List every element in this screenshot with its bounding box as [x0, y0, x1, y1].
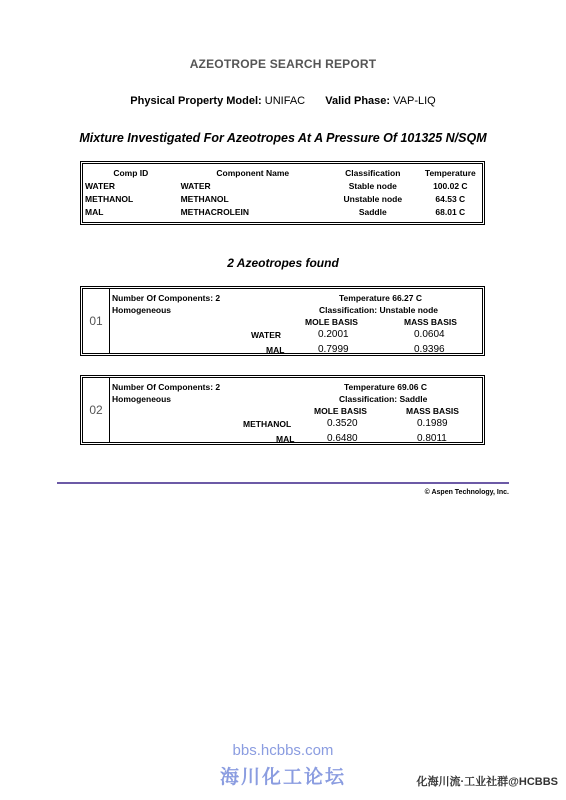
watermark-forum: 海川化工论坛 [219, 767, 346, 788]
components-header-row [83, 167, 482, 180]
num-components: Number Of Components: 2 [112, 382, 221, 392]
comp-id: WATER [85, 181, 116, 191]
row-component: MAL [276, 434, 295, 444]
table-row [83, 193, 482, 206]
phase-value: VAP-LIQ [393, 95, 436, 107]
components-table [83, 167, 482, 219]
mass-basis-header: MASS BASIS [404, 317, 457, 327]
classification: Stable node [348, 181, 397, 191]
azeotrope-box [80, 286, 485, 356]
row-component: WATER [251, 330, 282, 340]
footer-rule [57, 482, 509, 484]
table-row [83, 180, 482, 193]
azeotrope-box [80, 375, 485, 445]
azeotrope-index: 02 [83, 378, 110, 442]
mass-value: 0.9396 [414, 344, 445, 355]
phase-label: Valid Phase: [325, 95, 391, 107]
mole-value: 0.2001 [318, 329, 349, 340]
comp-id: METHANOL [85, 194, 134, 204]
row-component: MAL [266, 345, 285, 355]
watermark-url: bbs.hcbbs.com [232, 742, 334, 759]
mass-basis-header: MASS BASIS [406, 406, 459, 416]
classification: Saddle [358, 207, 387, 217]
temperature: 68.01 C [435, 207, 466, 217]
mole-value: 0.7999 [318, 344, 349, 355]
temperature: 100.02 C [433, 181, 468, 191]
model-value: UNIFAC [264, 95, 306, 107]
row-component: METHANOL [243, 419, 292, 429]
azeotropes-found-title: 2 Azeotropes found [227, 256, 339, 270]
copyright: © Aspen Technology, Inc. [424, 489, 509, 496]
component-name: METHANOL [180, 194, 229, 204]
azeotrope-temperature: Temperature 66.27 C [339, 293, 422, 303]
mole-value: 0.3520 [327, 418, 358, 429]
table-row [83, 206, 482, 219]
header-classification: Classification [345, 168, 401, 178]
comp-id: MAL [85, 207, 104, 217]
mass-value: 0.1989 [417, 418, 448, 429]
watermark-corner: 化海川流·工业社群@HCBBS [416, 776, 558, 788]
report-title: AZEOTROPE SEARCH REPORT [189, 57, 377, 71]
num-components: Number Of Components: 2 [112, 293, 221, 303]
azeotrope-classification: Classification: Unstable node [319, 305, 439, 315]
component-name: METHACROLEIN [180, 207, 250, 217]
header-comp-id: Comp ID [113, 168, 149, 178]
azeotrope-type: Homogeneous [112, 394, 172, 404]
azeotrope-type: Homogeneous [112, 305, 172, 315]
azeotrope-index: 01 [83, 289, 110, 353]
classification: Unstable node [343, 194, 403, 204]
mass-value: 0.8011 [417, 433, 447, 444]
mole-basis-header: MOLE BASIS [305, 317, 358, 327]
component-name: WATER [180, 181, 211, 191]
components-table-box [80, 161, 485, 225]
model-line [0, 95, 566, 107]
header-component-name: Component Name [216, 168, 290, 178]
mole-value: 0.6480 [327, 433, 358, 444]
model-label: Physical Property Model: [130, 95, 262, 107]
mole-basis-header: MOLE BASIS [314, 406, 367, 416]
header-temperature: Temperature [424, 168, 476, 178]
mass-value: 0.0604 [414, 329, 445, 340]
mixture-title: Mixture Investigated For Azeotropes At A Pressure Of 101325 N/SQM [79, 131, 487, 145]
azeotrope-classification: Classification: Saddle [339, 394, 428, 404]
temperature: 64.53 C [435, 194, 466, 204]
azeotrope-temperature: Temperature 69.06 C [344, 382, 427, 392]
